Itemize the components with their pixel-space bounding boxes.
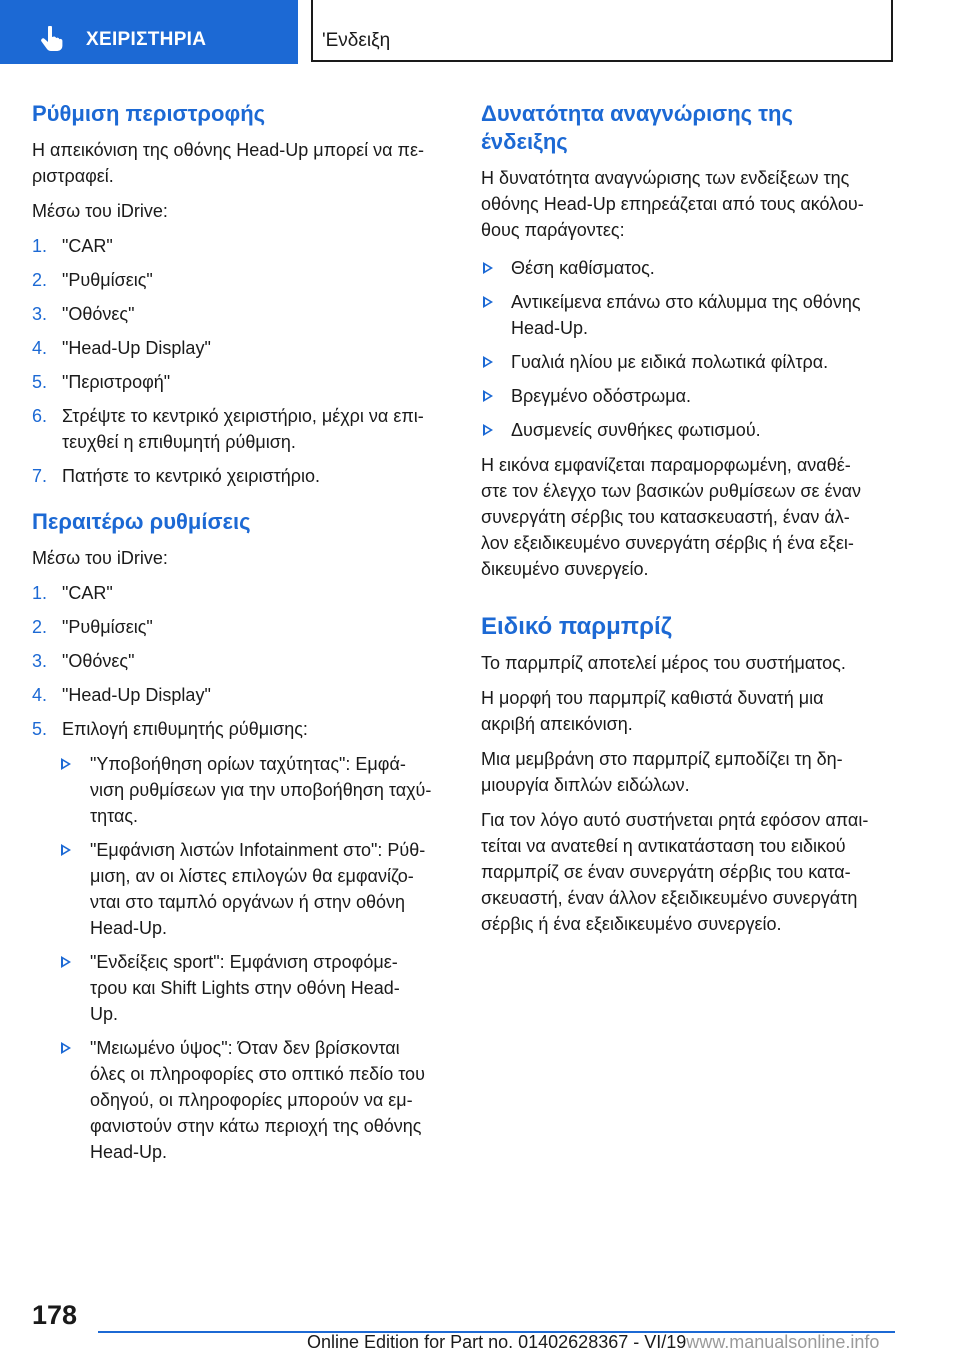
section-title-readability [481,100,901,156]
triangle-bullet-icon [483,262,493,274]
list-item [59,837,452,941]
option-text: "Υποβοήθηση ορίων ταχύτητας": Εμφά‐ [90,754,406,774]
text-line: Μια μεμβράνη στο παρμπρίζ εμποδίζει τη δη‐ [481,749,843,769]
text-line: μιουργία διπλών ειδώλων. [481,775,690,795]
paragraph-via: Μέσω του iDrive: [32,548,168,568]
text-line: Η εικόνα εμφανίζεται παραμορφωμένη, αναθέ‐ [481,455,851,475]
paragraph [481,165,901,243]
paragraph-via: Μέσω του iDrive: [32,201,168,221]
step-number: 1. [32,236,48,256]
triangle-bullet-icon [61,758,71,770]
text-line: λον εξειδικευμένο συνεργάτη σέρβις ή ένα εξει‐ [481,533,854,553]
option-text: Head-Up. [90,918,168,938]
list-item [32,716,452,742]
step-text: Επιλογή επιθυμητής ρύθμισης: [62,719,308,739]
list-item [32,369,452,395]
list-item [32,335,452,361]
option-text: "Ενδείξεις sport": Εμφάνιση στροφόμε‐ [90,952,398,972]
hand-pointer-icon [40,26,64,52]
options-list [59,751,452,1165]
option-text: "Εμφάνιση λιστών Infotainment στο": Ρύθ‐ [90,840,426,860]
list-item [32,403,452,455]
text-line: σκευαστή, έναν άλλον εξειδικευμένο συνεργάτη [481,888,858,908]
factor-text: Γυαλιά ηλίου με ειδικά πολωτικά φίλτρα. [511,352,829,372]
list-item [32,301,452,327]
step-number: 2. [32,617,48,637]
factor-text: Θέση καθίσματος. [511,258,655,278]
text-line: ριστραφεί. [32,166,114,186]
option-text: όλες οι πληροφορίες στο οπτικό πεδίο του [90,1064,425,1084]
step-text: "Head-Up Display" [62,685,211,705]
list-item [32,614,452,640]
list-item [32,682,452,708]
step-text: "Περιστροφή" [62,372,171,392]
option-text: οδηγού, οι πληροφορίες μπορούν να εμ‐ [90,1090,413,1110]
text-line: στε τον έλεγχο των βασικών ρυθμίσεων σε έναν [481,481,861,501]
paragraph: Το παρμπρίζ αποτελεί μέρος του συστήματος. [481,653,846,673]
text-line: θους παράγοντες: [481,220,625,240]
section-title-special-windscreen: Ειδικό παρμπρίζ [481,613,672,640]
option-text: νιση ρυθμίσεων για την υποβοήθηση ταχύ‐ [90,780,432,800]
text-line: Η μορφή του παρμπρίζ καθιστά δυνατή μια [481,688,824,708]
steps-list [32,580,452,742]
text-line: ακριβή απεικόνιση. [481,714,633,734]
footer-edition [307,1332,879,1353]
paragraph [32,137,452,189]
step-number: 5. [32,372,48,392]
text-line: δικευμένο συνεργείο. [481,559,649,579]
steps-list [32,233,452,489]
option-text: Head-Up. [90,1142,168,1162]
step-text: "Οθόνες" [62,304,135,324]
list-item [481,417,901,443]
paragraph [481,685,901,737]
step-text: "Ρυθμίσεις" [62,617,153,637]
option-text: νται στο ταμπλό οργάνων ή στην οθόνη [90,892,406,912]
option-text: τητας. [90,806,139,826]
text-line: Η απεικόνιση της οθόνης Head-Up μπορεί να πε‐ [32,140,424,160]
factor-text: Δυσμενείς συνθήκες φωτισμού. [511,420,761,440]
factor-text: Αντικείμενα επάνω στο κάλυμμα της οθόνης [511,292,861,312]
factor-text: Head-Up. [511,318,589,338]
page-number: 178 [32,1300,78,1330]
step-number: 2. [32,270,48,290]
step-text: "CAR" [62,583,113,603]
section-title-rotation: Ρύθμιση περιστροφής [32,101,266,126]
option-text: "Μειωμένο ύψος": Όταν δεν βρίσκονται [90,1038,400,1058]
triangle-bullet-icon [61,1042,71,1054]
option-text: Up. [90,1004,119,1024]
list-item [59,1035,452,1165]
section-title-further-settings: Περαιτέρω ρυθμίσεις [32,509,251,534]
step-number: 3. [32,304,48,324]
step-text: "Head-Up Display" [62,338,211,358]
option-text: τρου και Shift Lights στην οθόνη Head- [90,978,400,998]
edition-text: Online Edition for Part no. 01402628367 - VI/19 [307,1332,687,1352]
section-label: ΧΕΙΡΙΣΤΗΡΙΑ [86,29,207,50]
triangle-bullet-icon [61,956,71,968]
list-item [32,267,452,293]
text-line: Η δυνατότητα αναγνώρισης των ενδείξεων της [481,168,850,188]
list-item [32,580,452,606]
title-line: ένδειξης [481,129,568,154]
list-item [59,949,452,1027]
factors-list [481,255,901,443]
watermark: www.manualsonline.info [686,1332,880,1352]
step-number: 5. [32,719,48,739]
list-item [481,255,901,281]
text-line: τείται να ανατεθεί η αντικατάσταση του ειδικού [481,836,846,856]
text-line: παρμπρίζ σε έναν συνεργάτη σέρβις του κατα‐ [481,862,851,882]
list-item [32,648,452,674]
list-item [481,349,901,375]
list-item [32,463,452,489]
paragraph [481,807,901,937]
step-text: Στρέψτε το κεντρικό χειριστήριο, μέχρι να επι‐ [62,406,424,426]
right-column [481,100,901,946]
factor-text: Βρεγμένο οδόστρωμα. [511,386,692,406]
step-text: "Οθόνες" [62,651,135,671]
left-column [32,100,452,1174]
text-line: οθόνης Head-Up επηρεάζεται από τους ακόλου‐ [481,194,864,214]
breadcrumb [311,0,893,62]
list-item [481,289,901,341]
paragraph [481,746,901,798]
step-number: 6. [32,406,48,426]
text-line: συνεργάτη σέρβις του κατασκευαστή, έναν άλ‐ [481,507,850,527]
triangle-bullet-icon [483,390,493,402]
paragraph [481,452,901,582]
step-number: 3. [32,651,48,671]
triangle-bullet-icon [483,356,493,368]
step-number: 7. [32,466,48,486]
triangle-bullet-icon [61,844,71,856]
step-text: Πατήστε το κεντρικό χειριστήριο. [62,466,320,486]
title-line: Δυνατότητα αναγνώρισης της [481,101,793,126]
step-number: 4. [32,685,48,705]
step-number: 1. [32,583,48,603]
list-item [32,233,452,259]
list-item [59,751,452,829]
step-number: 4. [32,338,48,358]
option-text: φανιστούν στην κάτω περιοχή της οθόνης [90,1116,422,1136]
step-text: "CAR" [62,236,113,256]
triangle-bullet-icon [483,424,493,436]
breadcrumb-label: 'Ενδειξη [322,30,391,51]
step-text: τευχθεί η επιθυμητή ρύθμιση. [62,432,296,452]
text-line: Για τον λόγο αυτό συστήνεται ρητά εφόσον απαι‐ [481,810,869,830]
triangle-bullet-icon [483,296,493,308]
section-tab [0,0,298,64]
step-text: "Ρυθμίσεις" [62,270,153,290]
list-item [481,383,901,409]
text-line: σέρβις ή ένα εξειδικευμένο συνεργείο. [481,914,782,934]
option-text: μιση, αν οι λίστες επιλογών θα εμφανίζο‐ [90,866,414,886]
